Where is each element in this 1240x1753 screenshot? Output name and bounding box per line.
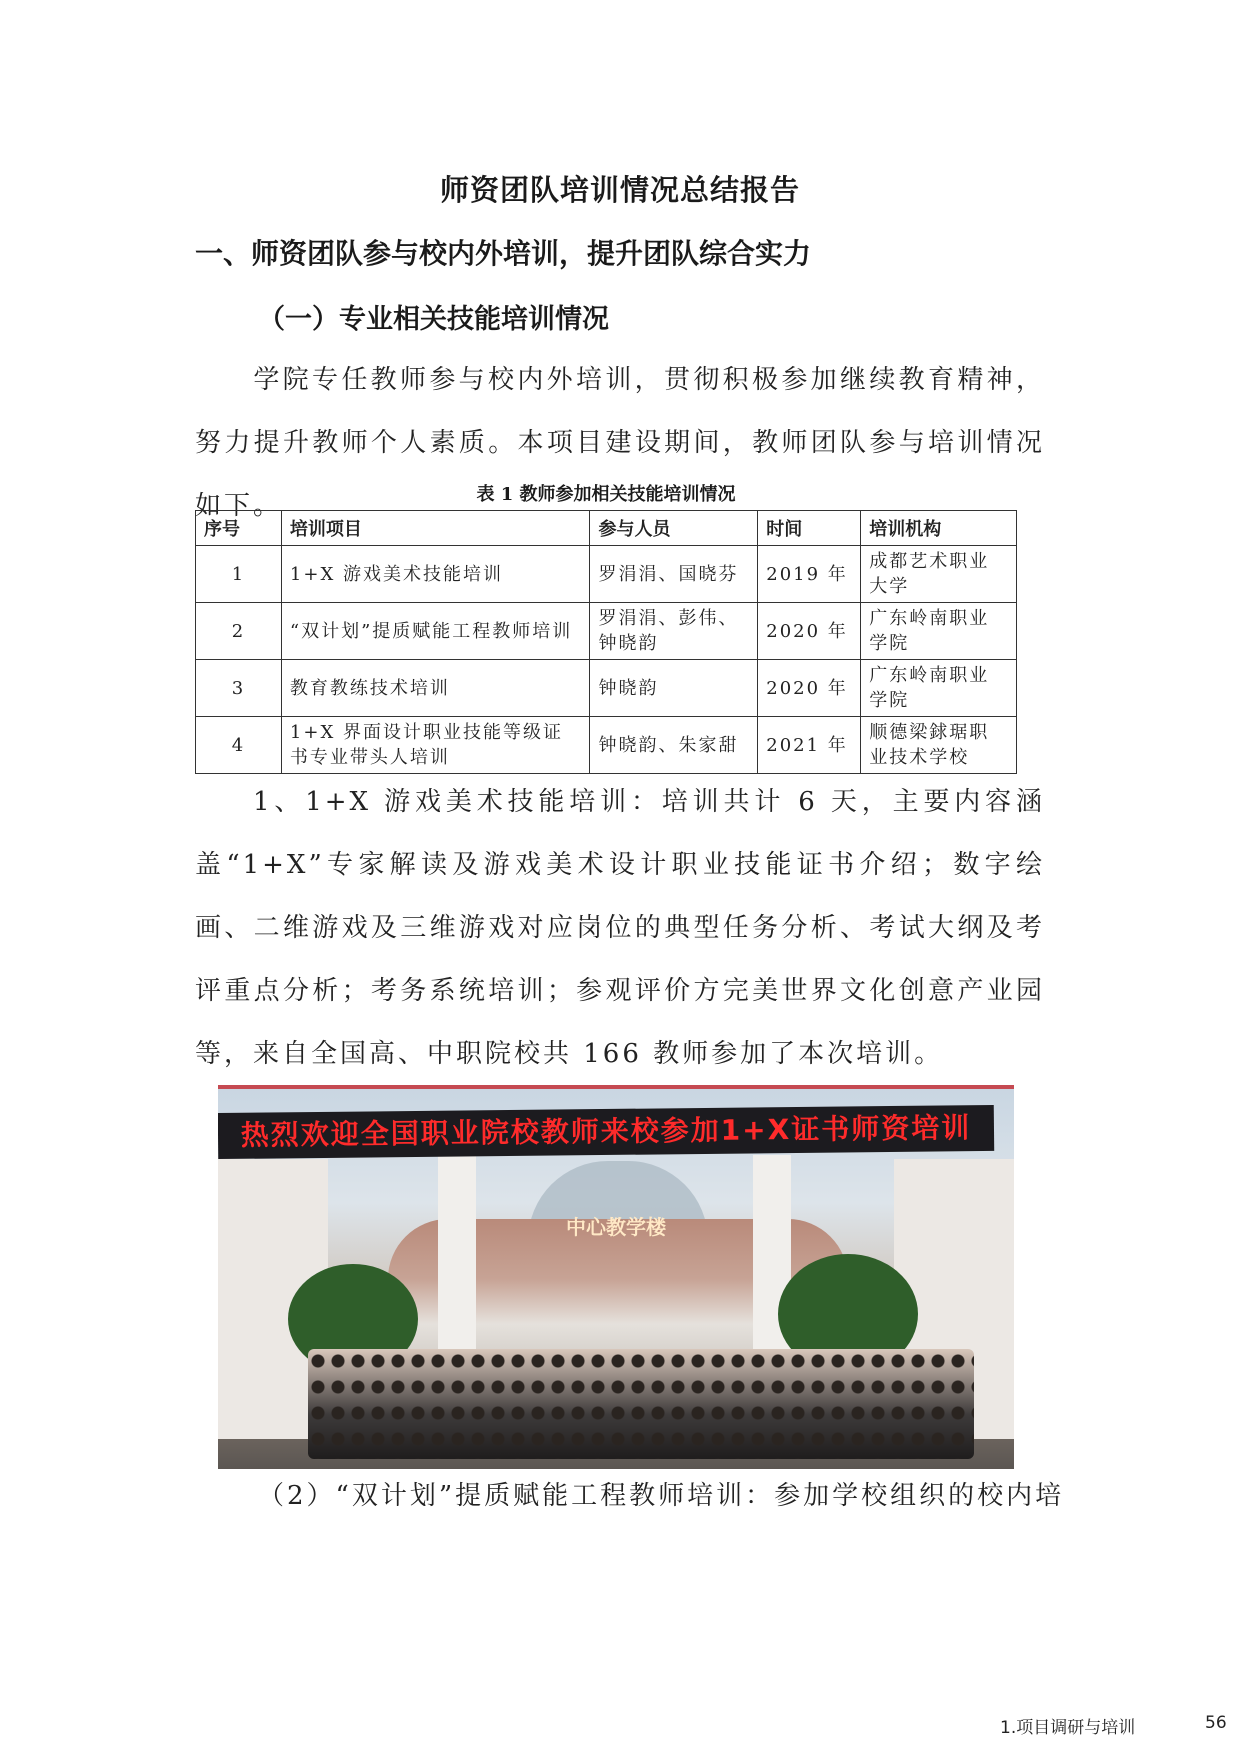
- col-header-institution: 培训机构: [861, 511, 1017, 546]
- cell-institution: 广东岭南职业学院: [861, 603, 1017, 660]
- table-row: [196, 546, 1017, 603]
- cell-time: 2021 年: [758, 717, 861, 774]
- photo-crowd: [308, 1349, 974, 1459]
- cell-institution: 顺德梁銶琚职业技术学校: [861, 717, 1017, 774]
- col-header-time: 时间: [758, 511, 861, 546]
- table-row: [196, 717, 1017, 774]
- cell-participants: 罗涓涓、彭伟、钟晓韵: [590, 603, 758, 660]
- page-number: 56: [1205, 1713, 1227, 1733]
- subsection-heading: （一）专业相关技能培训情况: [258, 304, 609, 335]
- training-table: [195, 510, 1017, 774]
- cell-participants: 钟晓韵、朱家甜: [590, 717, 758, 774]
- cell-time: 2020 年: [758, 603, 861, 660]
- footer-section-label: 1.项目调研与培训: [1000, 1718, 1136, 1738]
- col-header-project: 培训项目: [281, 511, 590, 546]
- table-row: [196, 660, 1017, 717]
- table-header-row: [196, 511, 1017, 546]
- cell-project: “双计划”提质赋能工程教师培训: [281, 603, 590, 660]
- table-caption: 表 1 教师参加相关技能培训情况: [476, 484, 736, 505]
- training-detail-paragraph: [195, 771, 1045, 1086]
- cell-project: 1+X 界面设计职业技能等级证书专业带头人培训: [281, 717, 590, 774]
- col-header-index: 序号: [196, 511, 282, 546]
- section-heading: 一、师资团队参与校内外培训，提升团队综合实力: [195, 237, 812, 270]
- cell-institution: 广东岭南职业学院: [861, 660, 1017, 717]
- cell-index: 4: [196, 717, 282, 774]
- cell-project: 1+X 游戏美术技能培训: [281, 546, 590, 603]
- intro-paragraph-text: 学院专任教师参与校内外培训，贯彻积极参加继续教育精神，努力提升教师个人素质。本项目建设期间，教师团队参与培训情况如下。: [195, 365, 1045, 521]
- table-row: [196, 603, 1017, 660]
- cell-participants: 罗涓涓、国晓芬: [590, 546, 758, 603]
- continued-paragraph: （2）“双计划”提质赋能工程教师培训：参加学校组织的校内培: [258, 1481, 1065, 1511]
- cell-time: 2019 年: [758, 546, 861, 603]
- group-photo: [218, 1085, 1014, 1469]
- page-title: 师资团队培训情况总结报告: [439, 173, 800, 207]
- training-detail-text: 1、1+X 游戏美术技能培训：培训共计 6 天，主要内容涵盖“1+X”专家解读及游戏美术设计职业技能证书介绍；数字绘画、二维游戏及三维游戏对应岗位的典型任务分析、考试大纲及考评重点分析；考务系统培训；参观评价方完美世界文化创意产业园等，来自全国高、中职院校共 166 教师参加了本次培训。: [195, 787, 1045, 1069]
- cell-participants: 钟晓韵: [590, 660, 758, 717]
- cell-project: 教育教练技术培训: [281, 660, 590, 717]
- welcome-banner: 热烈欢迎全国职业院校教师来校参加1+X证书师资培训: [218, 1105, 994, 1159]
- cell-index: 3: [196, 660, 282, 717]
- col-header-participants: 参与人员: [590, 511, 758, 546]
- cell-index: 2: [196, 603, 282, 660]
- cell-index: 1: [196, 546, 282, 603]
- cell-institution: 成都艺术职业大学: [861, 546, 1017, 603]
- building-sign: 中心教学楼: [566, 1215, 666, 1239]
- cell-time: 2020 年: [758, 660, 861, 717]
